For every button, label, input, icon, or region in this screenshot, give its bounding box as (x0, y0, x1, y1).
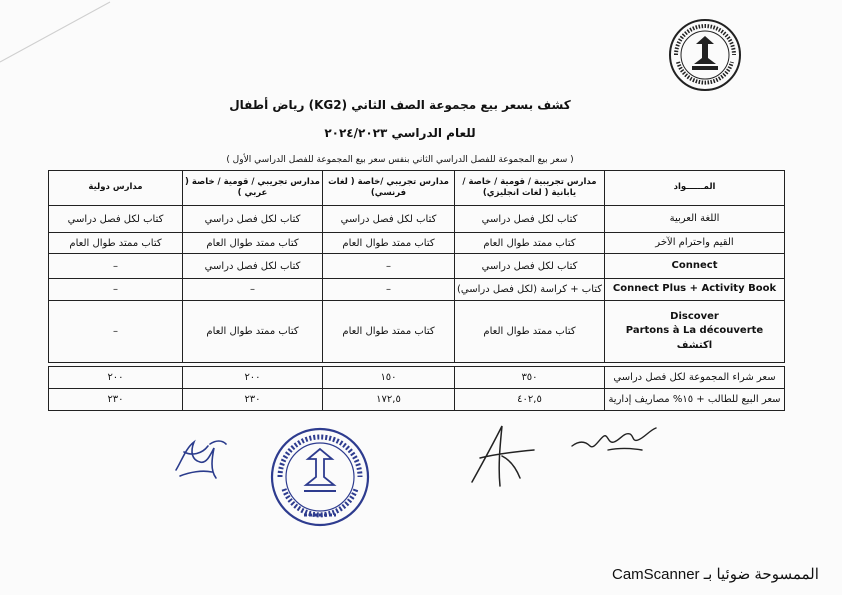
table-header-row (49, 171, 785, 206)
column-header: مدارس تجريبي / قومية / خاصة ( عربي ) (183, 171, 323, 206)
pricing-note: ( سعر بيع المجموعة للفصل الدراسي الثاني بنفس سعر بيع المجموعة للفصل الدراسي الأول ) (226, 155, 574, 165)
table-cell: – (49, 254, 183, 279)
document-title: كشف بسعر بيع مجموعة الصف الثاني (KG2) رياض أطفال (229, 98, 571, 112)
table-cell: – (183, 279, 323, 301)
column-header: مدارس تجريبي /خاصة ( لغات فرنسي) (323, 171, 455, 206)
price-label: سعر شراء المجموعة لكل فصل دراسي (605, 367, 785, 389)
price-value: ١٥٠ (323, 367, 455, 389)
price-table (48, 170, 785, 411)
column-header: مدارس دولية (49, 171, 183, 206)
table-row (49, 254, 785, 279)
subject-line: Partons à La découverte (625, 325, 764, 337)
academic-year: للعام الدراسي ٢٠٢٤/٢٠٢٣ (324, 126, 476, 140)
table-cell: كتاب لكل فصل دراسي (455, 254, 605, 279)
table-cell: كتاب ممتد طوال العام (323, 301, 455, 363)
table-cell: كتاب + كراسة (لكل فصل دراسي) (455, 279, 605, 301)
price-value: ٣٥٠ (455, 367, 605, 389)
table-cell: كتاب لكل فصل دراسي (49, 206, 183, 233)
table-cell: – (323, 279, 455, 301)
price-value: ٢٣٠ (49, 389, 183, 411)
table-row (49, 279, 785, 301)
table-cell: كتاب ممتد طوال العام (183, 301, 323, 363)
table-cell: كتاب لكل فصل دراسي (323, 206, 455, 233)
subject-line: Discover (670, 310, 719, 322)
column-header: مدارس تجريبية / قومية / خاصة / يابانية ( لغات انجليزي) (455, 171, 605, 206)
table-cell: كتاب ممتد طوال العام (49, 233, 183, 254)
table-row (49, 206, 785, 233)
table-cell: كتاب ممتد طوال العام (455, 233, 605, 254)
table-row (49, 233, 785, 254)
ministry-seal-icon (668, 18, 742, 92)
price-value: ٤٠٢,٥ (455, 389, 605, 411)
table-row (49, 301, 785, 363)
signature-right (568, 422, 660, 456)
price-label: سعر البيع للطالب + ١٥% مصاريف إدارية (605, 389, 785, 411)
table-cell: كتاب لكل فصل دراسي (183, 254, 323, 279)
camscanner-footer: الممسوحة ضوئيا بـ CamScanner (612, 566, 819, 583)
price-row (49, 389, 785, 411)
table-cell: – (49, 279, 183, 301)
price-value: ٢٠٠ (49, 367, 183, 389)
price-value: ١٧٢,٥ (323, 389, 455, 411)
paper-crease (0, 0, 120, 80)
table-cell: كتاب ممتد طوال العام (183, 233, 323, 254)
subject-cell: Connect Plus + Activity Book (605, 279, 785, 301)
price-value: ٢٣٠ (183, 389, 323, 411)
signature-middle (468, 420, 542, 492)
subject-line: اكتشف (676, 339, 713, 351)
table-cell: – (49, 301, 183, 363)
signature-left (170, 430, 232, 482)
price-row (49, 367, 785, 389)
table-cell: كتاب ممتد طوال العام (323, 233, 455, 254)
column-header: المــــــواد (605, 171, 785, 206)
subject-cell: Connect (605, 254, 785, 279)
table-cell: كتاب لكل فصل دراسي (183, 206, 323, 233)
subject-cell: القيم واحترام الآخر (605, 233, 785, 254)
subject-cell: اللغة العربية (605, 206, 785, 233)
official-stamp-icon (268, 425, 372, 529)
price-value: ٢٠٠ (183, 367, 323, 389)
table-cell: كتاب لكل فصل دراسي (455, 206, 605, 233)
table-cell: – (323, 254, 455, 279)
subject-cell (605, 301, 785, 363)
table-cell: كتاب ممتد طوال العام (455, 301, 605, 363)
